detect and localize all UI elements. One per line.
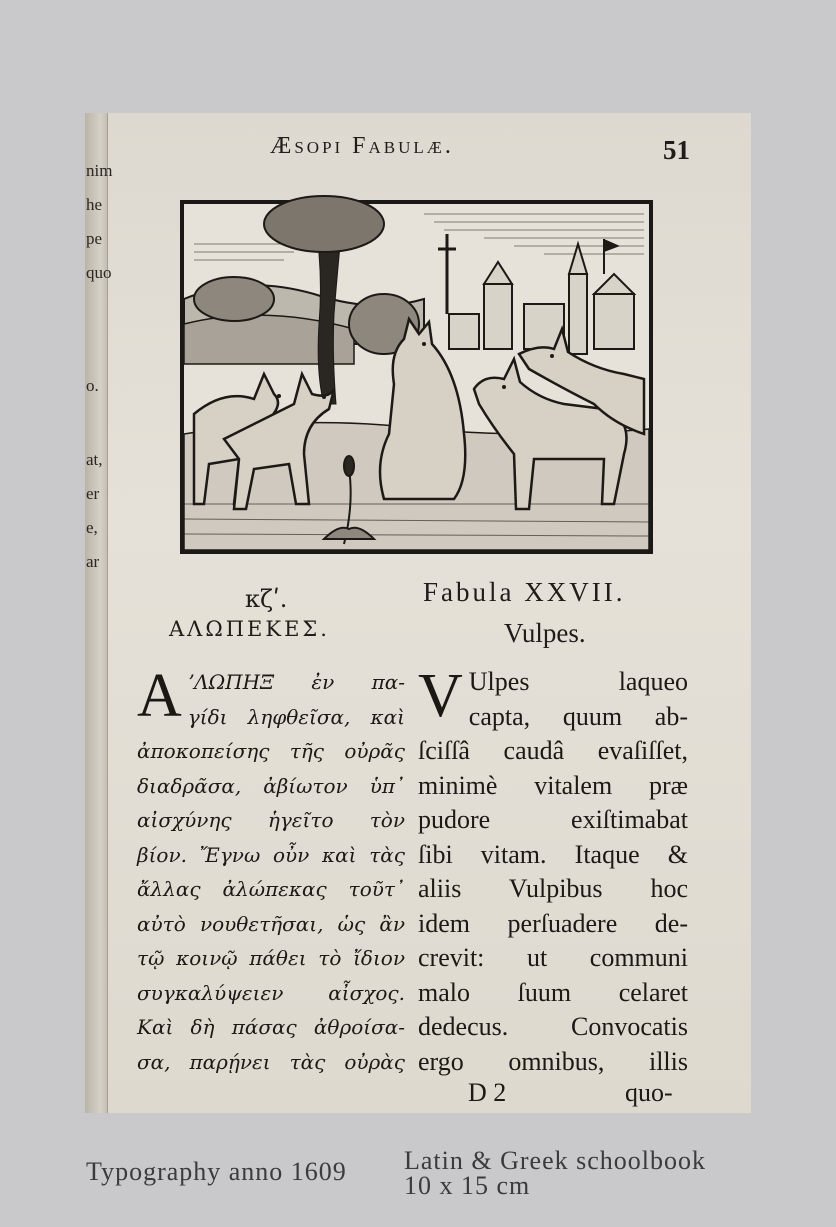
spine-fragment: er: [86, 484, 100, 503]
latin-text-column: [418, 662, 688, 1079]
greek-line: διαδρᾶσα, ἀβίωτον ὑπ᾽: [137, 773, 405, 798]
spine-fragment: quo: [86, 263, 112, 282]
greek-fable-number: κζʹ.: [245, 585, 288, 613]
greek-fable-title: ΑΛΩΠΕΚΕΣ.: [169, 617, 330, 641]
woodcut-illustration-icon: [180, 200, 653, 554]
latin-line: idem perſuadere de-: [418, 908, 688, 938]
caption-description: [404, 1148, 706, 1198]
latin-line: dedecus. Convocatis: [418, 1012, 688, 1041]
caption-dimensions-line: 10 x 15 cm: [404, 1171, 531, 1200]
greek-line: αἰσχύνης ἡγεῖτο τὸν: [137, 808, 405, 832]
greek-line: τῷ κοινῷ πάθει τὸ ἴδιον: [137, 946, 405, 970]
spine-fragment: pe: [86, 229, 103, 248]
running-head: Æsopi Fabulæ.: [270, 133, 454, 159]
greek-text-column: [137, 662, 405, 1079]
signature-mark: D 2: [468, 1078, 507, 1107]
latin-line: ergo omnibus, illis: [418, 1046, 688, 1076]
latin-line: aliis Vulpibus hoc: [418, 874, 688, 903]
latin-fable-title: Vulpes.: [504, 618, 586, 648]
latin-line: Ulpes laqueo: [468, 667, 688, 696]
greek-drop-cap: Α: [137, 662, 182, 730]
page-number: 51: [663, 135, 690, 165]
latin-line: ſciſſâ caudâ evaſiſſet,: [418, 736, 688, 765]
greek-line: συγκαλύψειεν αἶσχος.: [137, 980, 405, 1005]
greek-line: ʼΛΩΠΗΞ ἐν πα-: [187, 670, 405, 694]
spine-fragment: at,: [86, 450, 103, 469]
caption-description-line: Latin & Greek schoolbook: [404, 1146, 706, 1175]
greek-line: βίον. Ἔγνω οὖν καὶ τὰς: [137, 842, 405, 867]
latin-line: crevit: ut communi: [418, 943, 688, 972]
greek-line: Καὶ δὴ πάσας ἀθροίσα-: [137, 1015, 405, 1039]
spine-fragment: nim: [86, 161, 113, 180]
greek-line: γίδι ληφθεῖσα, καὶ: [187, 704, 405, 729]
greek-line: σα, παρῄνει τὰς οὐρὰς: [137, 1049, 405, 1074]
catchword: quo-: [625, 1078, 673, 1107]
facing-page-edge: [85, 113, 113, 1113]
spine-fragment: ar: [86, 552, 100, 571]
spine-fragment: e,: [86, 518, 98, 537]
book-page-photo: [85, 113, 751, 1113]
latin-line: malo ſuum celaret: [418, 977, 688, 1007]
latin-drop-cap: V: [418, 662, 463, 730]
latin-line: pudore exiſtimabat: [418, 805, 688, 834]
latin-line: ſibi vitam. Itaque &: [418, 839, 688, 869]
greek-line: ἄλλας ἀλώπεκας τοῦτ᾽: [137, 877, 405, 901]
greek-line: αὐτὸ νουθετῆσαι, ὡς ἂν: [137, 911, 405, 936]
spine-fragment: o.: [86, 376, 99, 395]
fable-number-heading: Fabula XXVII.: [423, 577, 626, 607]
spine-fragment: he: [86, 195, 103, 214]
latin-line: minimè vitalem præ: [418, 770, 688, 800]
greek-line: ἀποκοπείσης τῆς οὐρᾶς: [137, 739, 405, 763]
latin-line: capta, quum ab-: [468, 701, 688, 731]
caption-date: Typography anno 1609: [86, 1157, 347, 1186]
